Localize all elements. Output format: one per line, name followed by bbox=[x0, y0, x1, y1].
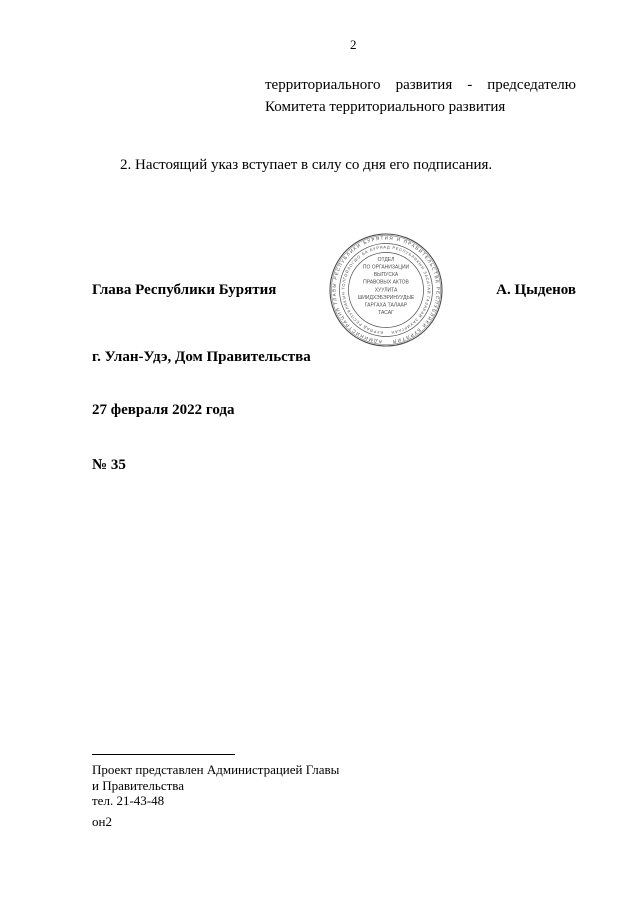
seal-center-line: ВЫПУСКА bbox=[373, 272, 399, 278]
continuation-line-1: территориального развития - председателю bbox=[265, 77, 576, 93]
signatory-name: А. Цыденов bbox=[496, 282, 576, 298]
paragraph-2: 2. Настоящий указ вступает в силу со дня его подписания. bbox=[120, 157, 493, 173]
footer-line: и Правительства bbox=[92, 778, 185, 793]
continuation-line-2: Комитета территориального развития bbox=[265, 99, 506, 115]
signatory-position: Глава Республики Бурятия bbox=[92, 282, 277, 298]
footer-line: тел. 21-43-48 bbox=[92, 793, 165, 808]
seal-center-line: ШИИДХЭБЭРИНУУДЫЕ bbox=[357, 295, 415, 301]
signing-date: 27 февраля 2022 года bbox=[92, 402, 235, 418]
page-number: 2 bbox=[350, 37, 357, 52]
seal-center-line: ОТДЕЛ bbox=[377, 257, 395, 263]
seal-center-line: ТАСАГ bbox=[378, 310, 394, 316]
seal-center-line: ПРАВОВЫХ АКТОВ bbox=[363, 279, 409, 286]
seal-center-line: ХУУЛИТА bbox=[374, 287, 398, 294]
footer-code: он2 bbox=[92, 814, 112, 829]
seal-outer-ring-path: АДМИНИСТРАЦИЯ ГЛАВЫ РЕСПУБЛИКИ БУРЯТИЯ И ПРАВИТЕЛЬСТВА РЕСПУБЛИКИ БУРЯТИЯ bbox=[331, 235, 441, 345]
footer-line: Проект представлен Администрацией Главы bbox=[92, 762, 340, 777]
signing-place: г. Улан-Удэ, Дом Правительства bbox=[92, 349, 311, 365]
official-seal bbox=[326, 230, 446, 350]
seal-inner-ring-path: БУРЯАД РЕСПУБЛИКЫН ТОЛГОЙЛОГШО БА БУРЯАД РЕСПУБЛИКЫН ЗАСАГАЙ ГАЗАРАЙ ЗАХИРГААН bbox=[340, 244, 432, 336]
decree-number: № 35 bbox=[92, 457, 126, 473]
footer-divider bbox=[92, 754, 235, 755]
seal-center-line: ПО ОРГАНИЗАЦИИ bbox=[362, 264, 410, 271]
seal-center-line: ГАРГАХА ТАЛААР bbox=[364, 302, 408, 309]
